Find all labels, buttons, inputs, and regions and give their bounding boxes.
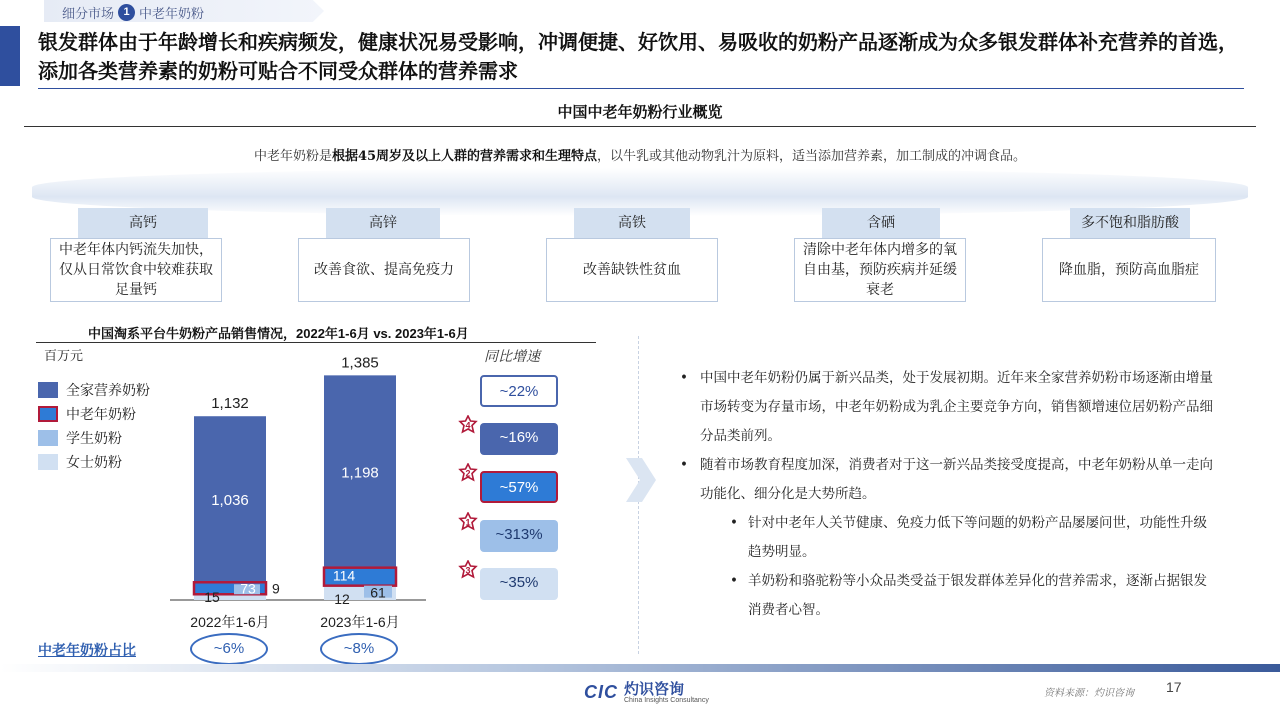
- source-note: 资料来源：灼识咨询: [1044, 688, 1134, 699]
- nutrient-label-calcium: 高钙: [78, 208, 208, 238]
- rank-badge-icon: [458, 463, 478, 483]
- analysis-bullets: [678, 364, 1218, 625]
- footer-band: [0, 664, 1280, 672]
- yoy-box-2: ~57%: [480, 471, 558, 503]
- intro-bold: 根据45周岁及以上人群的营养需求和生理特点: [331, 149, 598, 164]
- legend-label-senior: 中老年奶粉: [66, 407, 136, 423]
- label-student-2022: 9: [272, 580, 280, 597]
- intro-suffix: ，以牛乳或其他动物乳汁为原料，适当添加营养素，加工制成的冲调食品。: [597, 149, 1027, 164]
- nutrient-label-pufa: 多不饱和脂肪酸: [1070, 208, 1190, 238]
- label-senior-2022: 73: [240, 580, 256, 597]
- label-total-2023: 1,385: [341, 354, 379, 372]
- label-family-2022: 1,036: [211, 492, 249, 510]
- nutrient-desc-pufa: 降血脂，预防高血脂症: [1042, 238, 1216, 302]
- page-number: 17: [1166, 679, 1182, 695]
- legend-label-women: 女士奶粉: [66, 455, 122, 471]
- rank-badge-icon: [458, 512, 478, 532]
- nutrient-label-iron: 高铁: [574, 208, 690, 238]
- rank-number: 3: [465, 565, 471, 576]
- yoy-box-1: ~16%: [480, 423, 558, 455]
- rank-badge-icon: [458, 415, 478, 435]
- breadcrumb-topic[interactable]: 中老年奶粉: [139, 7, 205, 22]
- label-senior-2023: 114: [332, 567, 356, 584]
- chevron-right-icon: [622, 458, 656, 502]
- logo-text: [624, 681, 709, 704]
- rank-number: 2: [465, 468, 471, 479]
- share-oval-2022: ~6%: [190, 633, 268, 665]
- legend-label-family: 全家营养奶粉: [66, 383, 150, 399]
- logo-en: China Insights Consultancy: [624, 697, 709, 704]
- page-headline: 银发群体由于年龄增长和疾病频发，健康状况易受影响，冲调便捷、好饮用、易吸收的奶粉产品逐渐成为众多银发群体补充营养的首选，添加各类营养素的奶粉可贴合不同受众群体的营养需求: [38, 30, 1238, 83]
- bar-chart: [0, 0, 640, 664]
- share-oval-2023: ~8%: [320, 633, 398, 665]
- rank-number: 1: [465, 517, 471, 528]
- legend-label-student: 学生奶粉: [66, 431, 122, 447]
- logo-mark: CIC: [584, 682, 618, 702]
- company-logo: [584, 681, 709, 704]
- analysis-subbullet-1: • 针对中老年人关节健康、免疫力低下等问题的奶粉产品屡屡问世，功能性升级趋势明显。: [678, 509, 1218, 567]
- logo-cn: 灼识咨询: [624, 680, 685, 698]
- label-women-2022: 15: [204, 589, 220, 605]
- x-tick-2022: 2022年1-6月: [190, 614, 270, 630]
- overview-title: 中国中老年奶粉行业概览: [557, 103, 723, 121]
- breadcrumb-section[interactable]: 细分市场: [62, 7, 115, 22]
- nutrient-label-zinc: 高锌: [326, 208, 440, 238]
- label-total-2022: 1,132: [211, 395, 249, 413]
- chart-unit: 百万元: [44, 349, 84, 364]
- senior-share-label: 中老年奶粉占比: [38, 643, 136, 659]
- yoy-box-0: ~22%: [480, 375, 558, 407]
- nutrient-desc-zinc: 改善食欲、提高免疫力: [298, 238, 470, 302]
- analysis-bullet-1: • 中国中老年奶粉仍属于新兴品类，处于发展初期。近年来全家营养奶粉市场逐渐由增量市场转变为存量市场，中老年奶粉成为乳企主要竞争方向，销售额增速位居奶粉产品细分品类前列。: [678, 364, 1218, 451]
- breadcrumb-number-icon: 1: [118, 4, 135, 21]
- nutrient-desc-calcium: 中老年体内钙流失加快，仅从日常饮食中较难获取足量钙: [50, 238, 222, 302]
- nutrient-desc-selenium: 清除中老年体内增多的氧自由基，预防疾病并延缓衰老: [794, 238, 966, 302]
- rank-number: 4: [465, 420, 471, 431]
- label-family-2023: 1,198: [341, 464, 379, 482]
- analysis-subbullet-2: • 羊奶粉和骆驼粉等小众品类受益于银发群体差异化的营养需求，逐渐占据银发消费者心智。: [678, 567, 1218, 625]
- yoy-box-3: ~313%: [480, 520, 558, 552]
- yoy-box-4: ~35%: [480, 568, 558, 600]
- chart-title: 中国淘系平台牛奶粉产品销售情况，2022年1-6月 vs. 2023年1-6月: [88, 326, 469, 341]
- label-student-2023: 61: [370, 584, 386, 601]
- nutrient-desc-iron: 改善缺铁性贫血: [546, 238, 718, 302]
- analysis-bullet-2: • 随着市场教育程度加深，消费者对于这一新兴品类接受度提高，中老年奶粉从单一走向功能化、细分化是大势所趋。: [678, 451, 1218, 509]
- yoy-title: 同比增速: [484, 349, 540, 365]
- intro-prefix: 中老年奶粉是: [253, 149, 332, 164]
- label-women-2023: 12: [334, 591, 350, 607]
- x-tick-2023: 2023年1-6月: [320, 614, 400, 630]
- nutrient-label-selenium: 含硒: [822, 208, 940, 238]
- rank-badge-icon: [458, 560, 478, 580]
